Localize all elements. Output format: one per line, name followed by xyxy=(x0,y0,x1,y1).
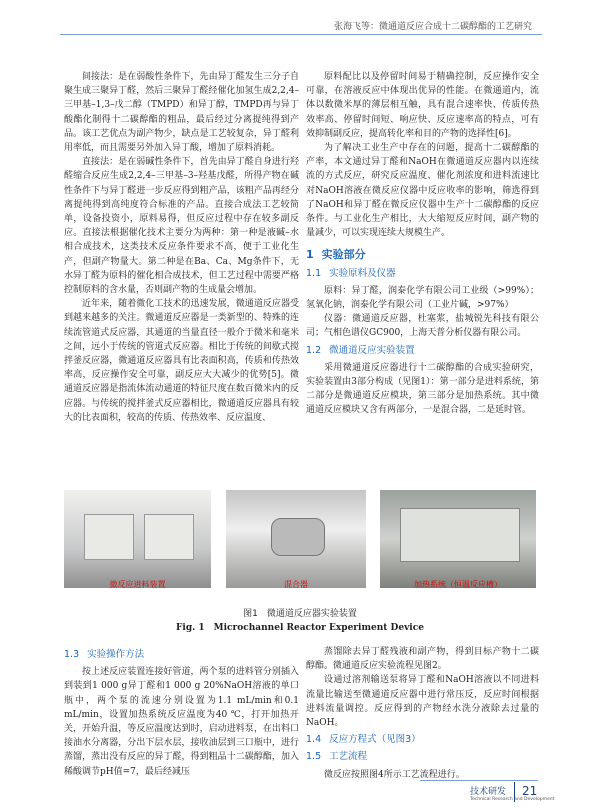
subsection-heading-process-flow xyxy=(306,750,539,764)
pump-box-shape xyxy=(144,514,194,560)
photo-label: 微反应进料装置 xyxy=(109,580,166,589)
right-column-lower xyxy=(306,645,539,782)
subsection-title: 实验原料及仪器 xyxy=(329,267,396,279)
subsection-title: 实验操作方法 xyxy=(87,649,145,660)
mixer-body-shape xyxy=(271,518,325,556)
paragraph-indirect-method: 间接法：是在弱酸性条件下，先由异丁醛发生三分子自聚生成三聚异丁醛，然后三聚异丁醛经催化加氢生成2,2,4–三甲基–1,3–戊二醇（TMPD）和异丁醇，TMPD再与异丁酸酯化制得十二碳醇酯的粗品，最后经过分离提纯得到产品。该工艺优点为副产物少，缺点是工艺较复杂，异丁醛利用率低，而且需要另外加入异丁酸，增加了原料消耗。 xyxy=(64,72,299,154)
left-column xyxy=(64,70,299,425)
paragraph-study-purpose: 为了解决工业生产中存在的问题，提高十二碳醇酯的产率，本文通过异丁醛和NaOH在微通道反应器内以连续流的方式反应，研究反应温度、催化剂浓度和进料流速比对NaOH溶液在微反应仪器中反应收率的影响，筛选得到了NaOH和异丁醛在微反应仪器中生产十二碳醇酯的反应条件。与工业化生产相比，大大缩短反应时间，副产物的量减少，可以实现连续大规模生产。 xyxy=(306,143,539,239)
section-heading-experiment xyxy=(306,248,539,262)
footer-rule xyxy=(420,780,538,781)
running-title: 张海飞等：微通道反应合成十二碳醇酯的工艺研究 xyxy=(333,22,532,32)
paragraph-instruments: 仪器：微通道反应器，杜塞浆，盐城锐先科技有限公司；气相色谱仪GC900，上海天普分析仪器有限公司。 xyxy=(306,314,539,339)
footer-divider xyxy=(514,782,515,802)
paragraph-microreactor-intro: 近年来，随着微化工技术的迅速发展，微通道反应器受到越来越多的关注。微通道反应器是一类新型的、特殊的连续流管道式反应器，其通道的当量直径一般介于微米和毫米之间，远小于传统的管道式反应器。相比于传统的间歇式搅拌釜反应器，微通道反应器具有比表面积高，传质和传热效率高，反应操作安全可靠，副反应大大减少的优势[5]。微通道反应器是指流体流动通道的特征尺度在数百微米内的反应器。与传统的搅拌釜式反应器相比，微通道反应器具有较大的比表面积，较高的传质、传热效率、反应温度、 xyxy=(64,299,299,423)
page-header xyxy=(0,0,600,38)
subsection-heading-equation xyxy=(306,733,539,747)
right-column xyxy=(306,70,539,418)
subsection-number: 1.4 xyxy=(306,734,322,746)
mixer-photo xyxy=(226,490,366,588)
section-number: 1 xyxy=(306,248,314,262)
figure-1 xyxy=(64,490,536,598)
subsection-number: 1.5 xyxy=(306,751,322,763)
heating-system-photo xyxy=(380,490,536,588)
photo-label: 混合器 xyxy=(284,580,308,589)
subsection-title: 工艺流程 xyxy=(329,751,368,763)
page-number: 21 xyxy=(522,784,538,798)
paragraph-distillation: 蒸馏除去异丁醛残液和副产物，得到目标产物十二碳醇酯。微通道反应实验流程见图2。 xyxy=(306,647,539,672)
journal-section-en: Technical Research and Development xyxy=(470,797,555,802)
paragraph-procedure: 按上述反应装置连接好管道，两个泵的进料管分别插入到装到1 000 g异丁醛和1 000 g 20%NaOH溶液的单口瓶中，两个泵的流速分别设置为1.1 mL/min和0.1 mL/min，设置加热系统反应温度为40 ℃，打开加热开关，开始升温，等反应温度达到时，启动进料泵，在出料口接油水分离器，分出下层水层，接收油层到三口瓶中，进行蒸馏，蒸出没有反应的异丁醛，得到粗品十二碳醇酯，加入稀酸调节pH值=7，最后经减压 xyxy=(64,667,299,777)
subsection-title: 微通道反应实验装置 xyxy=(329,344,415,356)
feed-device-photo xyxy=(64,490,211,588)
journal-section-cn: 技术研发 xyxy=(470,787,507,797)
paragraph-apparatus: 采用微通道反应器进行十二碳醇酯的合成实验研究，实验装置由3部分构成（见图1）：第一部分是进料系统，第二部分是微通道反应模块，第三部分是加热系统。其中微通道反应模块又含有两部分，一是混合器，二是延时管。 xyxy=(306,362,539,416)
subsection-number: 1.3 xyxy=(64,649,80,660)
section-title: 实验部分 xyxy=(321,248,366,262)
photo-label: 加热系统（恒温反应槽） xyxy=(414,580,502,589)
paragraph-direct-method: 直接法：是在弱碱性条件下，首先由异丁醛自身进行羟醛缩合反应生成2,2,4–三甲基–3–羟基戊醛，所得产物在碱性条件下与异丁醛进一步反应得到粗产品，该粗产品再经分离提纯得到高纯度符合标准的产品。直接合成法工艺较简单，设备投资小，原料易得，但反应过程中存在较多副反应。直接法根据催化技术主要分为两种：第一种是液碱–水相合成技术，这类技术反应条件要求不高，便于工业化生产，但副产物量大。第二种是在Ba、Ca、Mg条件下，无水异丁醛为原料的催化相合成技术，但工艺过程中需要严格控制原料的含水量，否则副产物的生成量会增加。 xyxy=(64,157,299,296)
subsection-heading-materials xyxy=(306,267,539,281)
header-rule xyxy=(60,34,542,35)
pump-box-shape xyxy=(84,514,134,560)
bath-shape xyxy=(400,508,520,562)
left-column-lower xyxy=(64,645,299,779)
paragraph-microchannel-advantages: 原料配比以及停留时间易于精确控制，反应操作安全可靠，在溶液反应中体现出优异的性能。在微通道内，流体以数微米厚的薄层相互触，具有混合速率快、传质传热效率高、停留时间短、响应快、反应速率高的特点，可有效抑制副反应，提高转化率和目的产物的选择性[6]。 xyxy=(306,72,539,139)
subsection-number: 1.2 xyxy=(306,344,322,356)
subsection-title: 反应方程式（见图3） xyxy=(329,734,421,746)
subsection-heading-procedure xyxy=(64,648,299,662)
figure-caption-en: Fig. 1 Microchannel Reactor Experiment Device xyxy=(176,623,424,633)
figure-caption-cn: 图1 微通道反应器实验装置 xyxy=(243,609,357,619)
page-footer xyxy=(0,768,600,808)
subsection-heading-apparatus xyxy=(306,344,539,358)
paragraph-process-flow: 微反应按照图4所示工艺流程进行。 xyxy=(324,769,465,780)
subsection-number: 1.1 xyxy=(306,267,322,279)
paragraph-materials: 原料：异丁醛，润泰化学有限公司工业级（>99%）；氢氧化钠，润泰化学有限公司（工业片碱，>97%） xyxy=(306,285,539,311)
paragraph-feed-ratio: 设通过溶剂输送泵将异丁醛和NaOH溶液以不同进料流量比输送至微通道反应器中进行常压反，反应时间根据进料流量调控。反应得到的产物经水洗分液除去过量的NaOH。 xyxy=(306,675,539,729)
